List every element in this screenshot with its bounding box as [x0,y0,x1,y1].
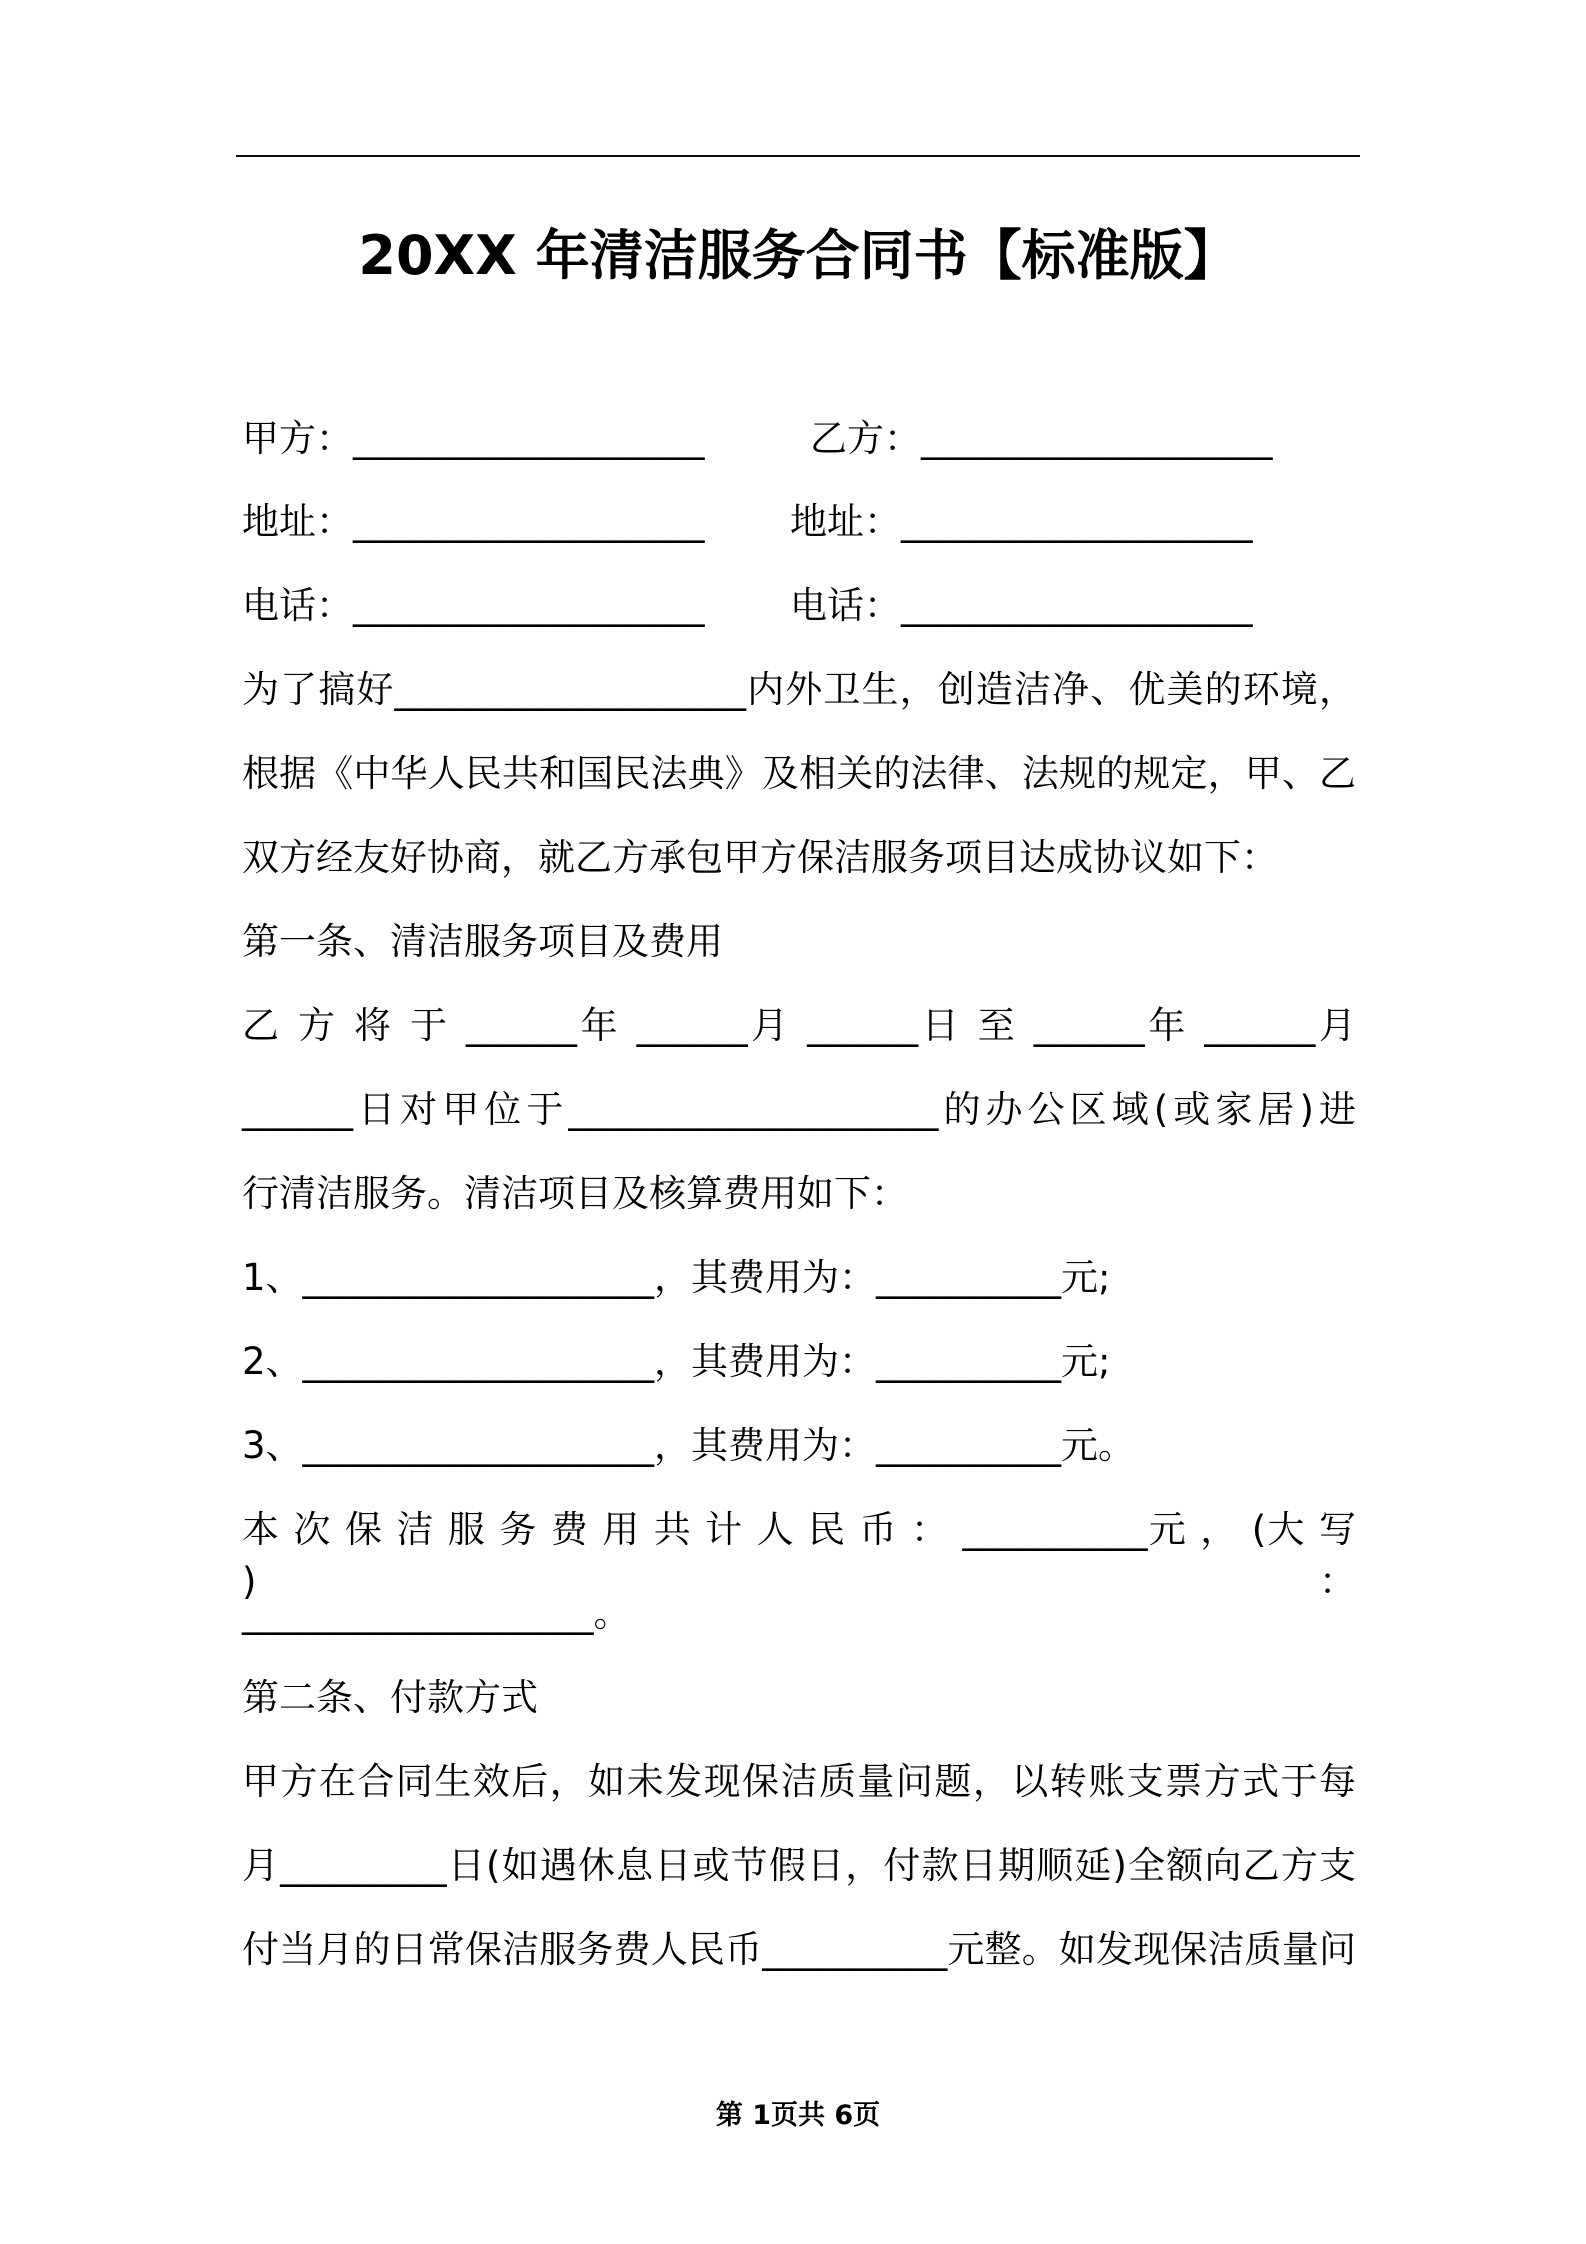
article-1-heading: 第一条、清洁服务项目及费用 [242,920,723,963]
fee-item-3: 3、___________________，其费用为：__________元。 [242,1424,1136,1467]
article-1-line-1: 乙 方 将 于 ______年 ______月 ______日 至 ______年 ______月 [242,1004,1356,1047]
party-b-address: 地址：___________________ [790,500,1253,543]
article-2-line-3: 付当月的日常保洁服务费人民币__________元整。如发现保洁质量问 [242,1928,1356,1971]
party-a-address: 地址：___________________ [242,500,705,543]
article-2-line-2: 月_________日(如遇休息日或节假日，付款日期顺延)全额向乙方支 [242,1844,1356,1887]
preamble-line-1: 为了搞好___________________内外卫生，创造洁净、优美的环境， [242,668,1356,711]
article-2-line-1: 甲方在合同生效后，如未发现保洁质量问题，以转账支票方式于每 [242,1760,1356,1803]
article-2-heading: 第二条、付款方式 [242,1676,538,1719]
party-a-name: 甲方：___________________ [242,417,705,460]
preamble-line-2: 根据《中华人民共和国民法典》及相关的法律、法规的规定，甲、乙 [242,752,1356,795]
party-a-phone: 电话：___________________ [242,584,705,627]
fee-item-1: 1、___________________，其费用为：__________元; [242,1256,1111,1299]
article-1-line-2: ______日对甲位于____________________的办公区域(或家居)进 [242,1088,1356,1131]
fee-item-2: 2、___________________，其费用为：__________元; [242,1340,1111,1383]
page-number: 第 1页共 6页 [715,2100,881,2131]
party-b-name: 乙方：___________________ [810,417,1273,460]
article-1-line-3: 行清洁服务。清洁项目及核算费用如下： [242,1172,908,1215]
header-rule [236,155,1360,157]
preamble-line-3: 双方经友好协商，就乙方承包甲方保洁服务项目达成协议如下： [242,836,1278,879]
party-b-phone: 电话：___________________ [790,584,1253,627]
total-fee-line-1: 本 次 保 洁 服 务 费 用 共 计 人 民 币 ： __________元 ， (大 写 )： [242,1508,1356,1603]
document-title: 20XX 年清洁服务合同书【标准版】 [358,224,1238,287]
total-fee-line-2: ___________________。 [242,1592,631,1635]
